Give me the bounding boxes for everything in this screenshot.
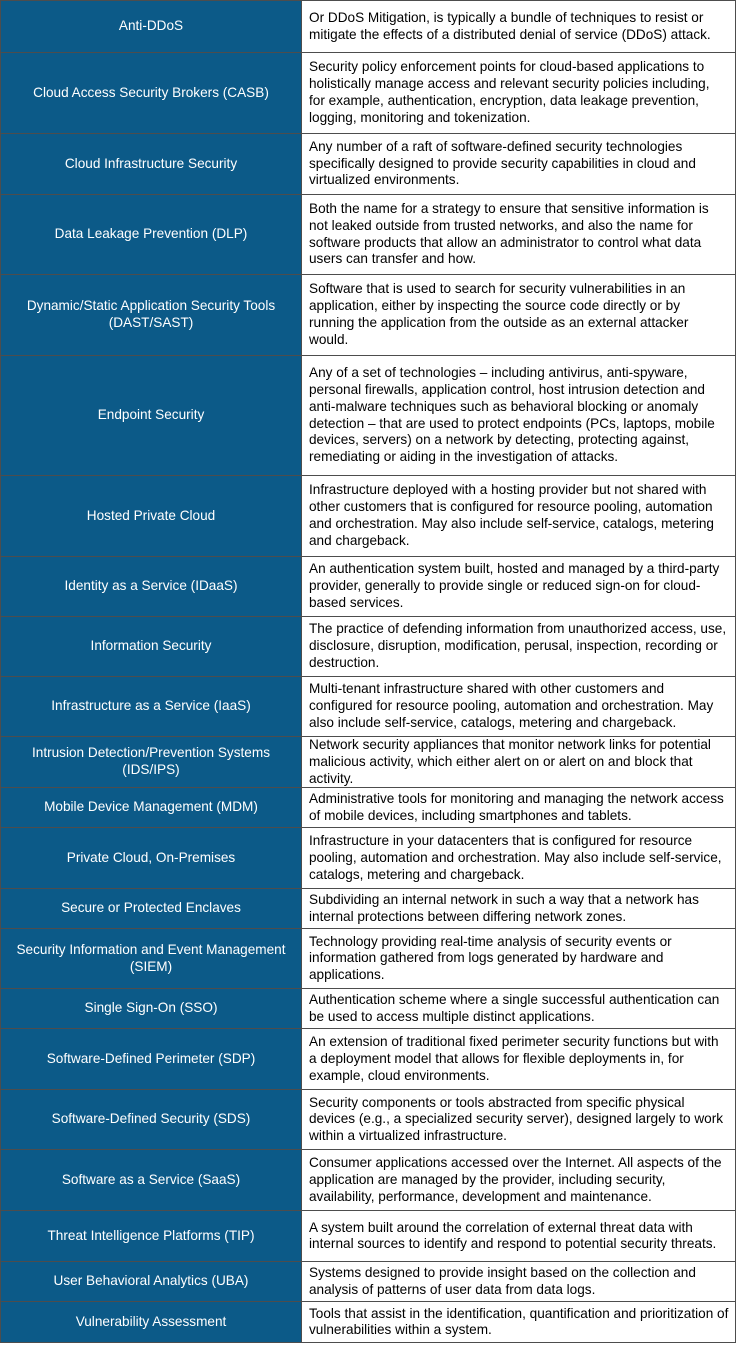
definition-cell: Consumer applications accessed over the Internet. All aspects of the application are managed by the provider, including security, availability, performance, development and maintenance. xyxy=(302,1150,736,1211)
definition-cell: A system built around the correlation of external threat data with internal sources to identify and respond to potential security threats. xyxy=(302,1211,736,1262)
definition-cell: Administrative tools for monitoring and managing the network access of mobile devices, including smartphones and tablets. xyxy=(302,788,736,828)
term-cell: Cloud Infrastructure Security xyxy=(1,134,302,195)
term-cell: Vulnerability Assessment xyxy=(1,1302,302,1343)
definition-cell: Tools that assist in the identification, quantification and prioritization of vulnerabilities within a system. xyxy=(302,1302,736,1343)
definition-cell: Any of a set of technologies – including antivirus, anti-spyware, personal firewalls, application control, host intrusion detection and anti-malware techniques such as behavioral blocking or anomaly detection – that are used to protect endpoints (PCs, laptops, mobile devices, servers) on a network by detecting, protecting against, remediating or aiding in the investigation of attacks. xyxy=(302,356,736,476)
table-row xyxy=(1,677,736,737)
table-row xyxy=(1,275,736,356)
term-cell: Endpoint Security xyxy=(1,356,302,476)
definition-cell: Infrastructure deployed with a hosting provider but not shared with other customers that is configured for resource pooling, automation and orchestration. May also include self-service, catalogs, metering and chargeback. xyxy=(302,476,736,557)
table-row xyxy=(1,828,736,889)
term-cell: Security Information and Event Management (SIEM) xyxy=(1,929,302,989)
term-cell: Private Cloud, On-Premises xyxy=(1,828,302,889)
table-row xyxy=(1,53,736,134)
table-row xyxy=(1,989,736,1029)
term-cell: Anti-DDoS xyxy=(1,1,302,53)
table-row xyxy=(1,1090,736,1150)
definition-cell: An extension of traditional fixed perimeter security functions but with a deployment model that allows for flexible deployments in, for example, cloud environments. xyxy=(302,1029,736,1090)
table-row xyxy=(1,557,736,617)
term-cell: Identity as a Service (IDaaS) xyxy=(1,557,302,617)
table-row xyxy=(1,134,736,195)
term-cell: Software as a Service (SaaS) xyxy=(1,1150,302,1211)
term-cell: Secure or Protected Enclaves xyxy=(1,889,302,929)
definition-cell: The practice of defending information from unauthorized access, use, disclosure, disruption, modification, perusal, inspection, recording or destruction. xyxy=(302,617,736,677)
table-row xyxy=(1,929,736,989)
table-row xyxy=(1,195,736,275)
table-row xyxy=(1,788,736,828)
term-cell: Software-Defined Perimeter (SDP) xyxy=(1,1029,302,1090)
definition-cell: Or DDoS Mitigation, is typically a bundle of techniques to resist or mitigate the effects of a distributed denial of service (DDoS) attack. xyxy=(302,1,736,53)
term-cell: Threat Intelligence Platforms (TIP) xyxy=(1,1211,302,1262)
table-row xyxy=(1,1262,736,1302)
definition-cell: Any number of a raft of software-defined security technologies specifically designed to provide security capabilities in cloud and virtualized environments. xyxy=(302,134,736,195)
term-cell: Hosted Private Cloud xyxy=(1,476,302,557)
table-row xyxy=(1,617,736,677)
term-cell: Infrastructure as a Service (IaaS) xyxy=(1,677,302,737)
definition-cell: Authentication scheme where a single successful authentication can be used to access multiple distinct applications. xyxy=(302,989,736,1029)
table-row xyxy=(1,1150,736,1211)
term-cell: Data Leakage Prevention (DLP) xyxy=(1,195,302,275)
definition-cell: Systems designed to provide insight based on the collection and analysis of patterns of user data from data logs. xyxy=(302,1262,736,1302)
definition-cell: Both the name for a strategy to ensure that sensitive information is not leaked outside from trusted networks, and also the name for software products that allow an administrator to control what data users can transfer and how. xyxy=(302,195,736,275)
table-row xyxy=(1,1211,736,1262)
term-cell: Cloud Access Security Brokers (CASB) xyxy=(1,53,302,134)
definition-cell: Software that is used to search for security vulnerabilities in an application, either by inspecting the source code directly or by running the application from the outside as an external attacker would. xyxy=(302,275,736,356)
table-row xyxy=(1,1302,736,1343)
table-row xyxy=(1,356,736,476)
definition-cell: Infrastructure in your datacenters that is configured for resource pooling, automation and orchestration. May also include self-service, catalogs, metering and chargeback. xyxy=(302,828,736,889)
term-cell: Intrusion Detection/Prevention Systems (IDS/IPS) xyxy=(1,737,302,788)
term-cell: User Behavioral Analytics (UBA) xyxy=(1,1262,302,1302)
table-row xyxy=(1,1,736,53)
term-cell: Mobile Device Management (MDM) xyxy=(1,788,302,828)
term-cell: Dynamic/Static Application Security Tools (DAST/SAST) xyxy=(1,275,302,356)
term-cell: Information Security xyxy=(1,617,302,677)
table-row xyxy=(1,1029,736,1090)
definition-cell: Technology providing real-time analysis of security events or information gathered from logs generated by hardware and applications. xyxy=(302,929,736,989)
table-row xyxy=(1,737,736,788)
definition-cell: Security policy enforcement points for cloud-based applications to holistically manage access and relevant security policies including, for example, authentication, encryption, data leakage prevention, logging, monitoring and tokenization. xyxy=(302,53,736,134)
term-cell: Single Sign-On (SSO) xyxy=(1,989,302,1029)
definition-cell: Multi-tenant infrastructure shared with other customers and configured for resource pooling, automation and orchestration. May also include self-service, catalogs, metering and chargeback. xyxy=(302,677,736,737)
definition-cell: Subdividing an internal network in such a way that a network has internal protections between differing network zones. xyxy=(302,889,736,929)
definition-cell: An authentication system built, hosted and managed by a third-party provider, generally to provide single or reduced sign-on for cloud-based services. xyxy=(302,557,736,617)
table-row xyxy=(1,476,736,557)
definition-cell: Security components or tools abstracted from specific physical devices (e.g., a specialized security server), designed largely to work within a virtualized infrastructure. xyxy=(302,1090,736,1150)
definition-cell: Network security appliances that monitor network links for potential malicious activity, which either alert on or alert on and block that activity. xyxy=(302,737,736,788)
table-row xyxy=(1,889,736,929)
term-cell: Software-Defined Security (SDS) xyxy=(1,1090,302,1150)
